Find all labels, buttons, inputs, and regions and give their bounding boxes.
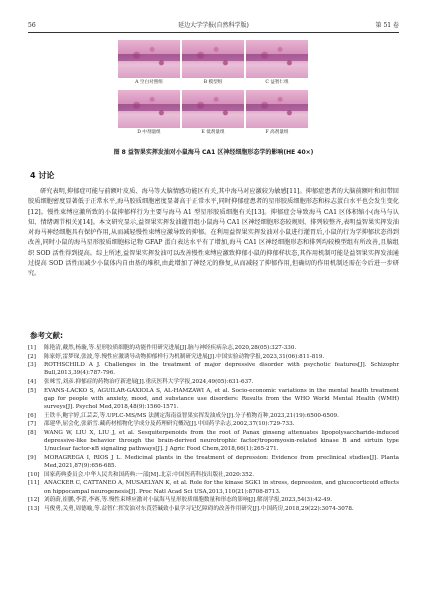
reference-item [28,353,399,361]
reference-item [28,505,399,513]
reference-number: [9] [28,454,36,461]
reference-item [28,344,399,352]
reference-text: EVANS-LACKO S, AGUILAR-GAXIOLA S, AL-HAMZAWI A, et al. Socio-economic variations in the mental health treatment gap for people with anxiety, mood, and substance use disorders: Results from the WHO World Mental Health (WMH) surveys[J]. Psychol Med,2018,48(9):1560-1571. [44,387,399,411]
figure-panel-f [246,90,308,137]
section-title: 4 讨论 [30,171,55,180]
reference-number: [12] [28,497,40,504]
reference-item [28,412,399,420]
panel-label: B 模型组 [203,80,223,85]
reference-item [28,454,399,470]
reference-text: 王铁丰,鲍宇婷,江芸芸,等.UPLC-MS/MS 法测定海南益智果实挥发油成分[J].分子植物育种,2023,21(19):6500-6509. [44,412,339,419]
figure-panel-a [118,40,180,87]
reference-item [28,420,399,428]
reference-number: [6] [28,412,36,419]
reference-item [28,378,399,386]
reference-item [28,471,399,479]
reference-item [28,429,399,453]
figure-8 [118,40,308,140]
reference-item [28,479,399,495]
reference-number: [7] [28,421,36,428]
reference-item [28,361,399,377]
reference-list [28,344,399,514]
reference-number: [3] [28,362,36,369]
page-header [28,20,399,33]
reference-text: 国家药典委员会.中华人民共和国药典:一部[M].北京:中国医药科技出版社,2020:352. [44,471,254,478]
histology-image [246,40,308,78]
reference-number: [10] [28,471,40,478]
discussion-paragraph: 研究表明,抑郁症可能与前额叶皮质、海马等大脑情感功能区有关,其中海马对应激较为敏感[11]。抑郁症患者的大脑前额叶和扣带回胶质细胞密度显著低于正常水平,海马胶质细胞密度显著高于正常水平,同时抑郁症患者的星形胶质细胞形态和标志蛋白水平也会发生变化[12]。慢性束缚应激所致的小鼠抑郁样行为主要与海马 A1 型星形胶质细胞有关[13]。抑郁症会导致海马 CA1 区体积缩小(海马与认知、情绪调节相关)[14]。本文研究显示,益智果实挥发油灌胃组小鼠海马 CA1 区神经细胞形态较规则、排列较整齐,表明益智果实挥发油对海马神经细胞具有保护作用,从而减轻慢性束缚应激导致的抑郁。在利用益智果实挥发油对小鼠进行灌胃后,小鼠的行为学抑郁状态得到改善,同时小鼠的海马星形胶质细胞标记物 GFAP 蛋白表达水平有了增加,海马 CA1 区神经细胞形态和排列均较模型组有所改善,且脑组织 SOD 活性得到提高。综上所述,益智果实挥发油可以改善慢性束缚应激致抑郁小鼠的抑郁样状态,其作用机制可能是益智果实挥发油通过提高 SOD 活性而减少小鼠体内自由基的堆积,由此增加了神经元的修复,从而减轻了抑郁作用,但确切的作用机制还需在今后进一步研究。 [28,188,399,278]
reference-number: [5] [28,387,36,394]
volume-label: 第 51 卷 [375,22,399,29]
histology-image [182,90,244,128]
journal-title: 延边大学学报(自然科学版) [178,22,249,29]
panel-label: E 低剂量组 [201,130,225,135]
reference-text: 刘蔚蔚,崔鹏,李蕾,李赛,等.慢性束缚应激对小鼠海马星形胶质细胞数量和形态的影响[J].解剖学报,2023,54(3):42-49. [44,497,333,504]
panel-label: F 高剂量组 [265,130,289,135]
reference-number: [1] [28,345,36,351]
panel-label: C 益智仁组 [265,80,289,85]
figure-panel-e [182,90,244,137]
panel-label: D 中剂量组 [137,130,161,135]
page-number: 56 [28,22,36,29]
figure-panel-d [118,90,180,137]
reference-text: MORAGREGA I, RIOS J L. Medicinal plants in the treatment of depression: Evidence from preclinical studies[J]. Planta Med,2021,87(9):656-685. [44,454,399,470]
reference-text: ROTHSCHILD A J. Challenges in the treatment of major depressive disorder with psychotic features[J]. Schizophr Bull,2013,39(4):787-796. [44,362,399,377]
reference-text: 陈家婷,雷梦琛,张波,等.慢性应激诱导动物抑郁样行为机制研究进展[J].中国实验动物学报,2023,31(06):811-819. [44,353,325,360]
reference-item [28,496,399,504]
reference-number: [13] [28,505,40,512]
reference-number: [11] [28,480,40,487]
reference-text: WANG W, LIU X, LIU J, et al. Sesquiterpenoids from the root of Panax ginseng attenuates lipopolysaccharide-induced depressive-like behavior through the brain-derived neurotrophic factor/tropomyosin-related kinase B and sirtuin type 1/nuclear factor-κB signaling pathways[J]. J Agric Food Chem,2018,66(1):265-271. [44,430,399,453]
reference-text: 邵建华,屈会化,张新雪.藏药材植物化学成分及药理研究概况[J].中国药学杂志,2002,37(10):729-733. [44,421,295,428]
references-title: 参考文献: [30,331,63,340]
reference-number: [8] [28,430,36,437]
reference-number: [4] [28,379,36,386]
reference-text: 张咪雪,刘彦.抑郁症的药物治疗新进展[J].重庆医科大学学报,2024,49(05):631-637. [44,379,254,386]
histology-image [118,40,180,78]
reference-text: 马俊勇,关勇,周德喻,等.益智仁挥发油对东莨菪碱致小鼠学习记忆障碍的改善作用研究[J].中国药房,2018,29(22):3074-3078. [44,505,354,512]
figure-panel-c [246,40,308,87]
panel-label: A 空白对照组 [135,80,163,85]
reference-text: ANACKER C, CATTANEO A, MUSAELYAN K, et al. Role for the kinase SGK1 in stress, depression, and glucocorticoid effects on hippocampal neurogenesis[J]. Proc Natl Acad Sci USA,2013,110(21):8708-8713. [44,480,399,495]
figure-panel-b [182,40,244,87]
histology-image [246,90,308,128]
reference-number: [2] [28,353,36,360]
histology-image [118,90,180,128]
figure-caption: 图 8 益智果实挥发油对小鼠海马 CA1 区神经细胞形态学的影响(HE 40×) [113,149,314,156]
reference-text: 陈艳清,戴然,杨璇,等.星形胶质细胞的功能作用研究进展[J].脑与神经疾病杂志,2020,28(05):327-330. [44,345,297,351]
reference-item [28,387,399,411]
histology-image [182,40,244,78]
